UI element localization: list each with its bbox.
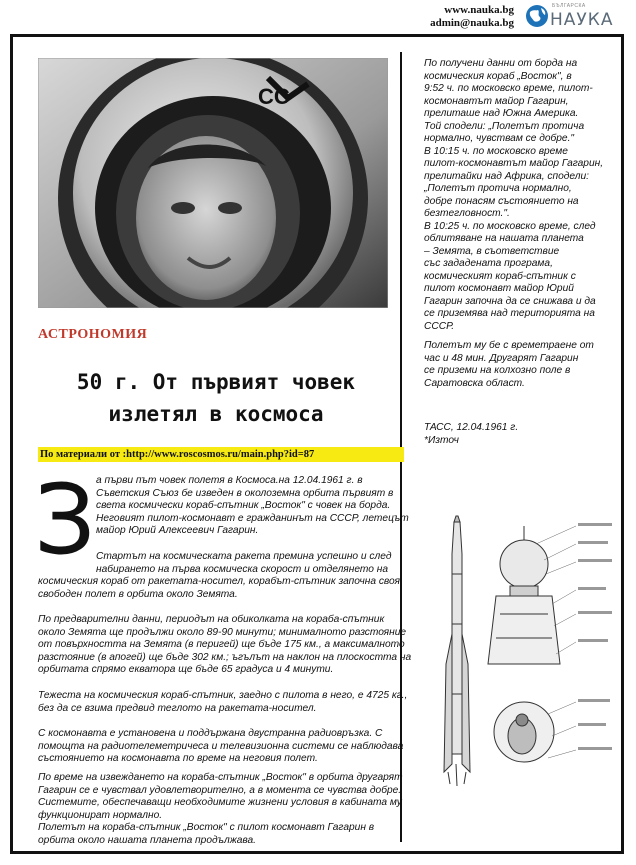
text-line: Саратовска област. <box>424 377 525 389</box>
text-line: пилот космонавт майор Юрий <box>424 283 574 294</box>
text-line: прелитайки над Африка, сподели: <box>424 170 589 182</box>
source-label: По материали от <box>40 449 120 460</box>
source-agency: ТАСС, 12.04.1961 г. <box>424 422 519 433</box>
text-line: – Земята, в съответствие <box>424 245 560 257</box>
text-line: облитяване на нашата планета <box>424 233 584 244</box>
paragraph-launch <box>96 551 391 576</box>
title-line: 50 г. От първият човек <box>76 370 356 394</box>
text-line: помощта на радиотелеметричеса и телевизионна системи се наблюдава <box>38 740 404 752</box>
site-contacts <box>430 4 514 30</box>
text-line: СССР. <box>424 320 455 332</box>
text-line: Гагарин се е чувствал удовлетворително, а в момента се чувства добре. <box>38 784 402 796</box>
text-line: орбита около нашата планета продължава. <box>38 834 256 846</box>
text-line: нормално, чувствам се добре." <box>424 133 575 144</box>
text-line: Полетът на кораба-спътник „Восток" с пилот космонавт Гагарин в <box>38 822 375 833</box>
text-line: Системите, обеспечаващи необходимите жизнени условия в кабината му <box>38 797 402 808</box>
paragraph-radio <box>38 728 403 766</box>
text-line: света космически кораб-спътник „Восток" с човек на борда. <box>96 500 391 511</box>
section-label: АСТРОНОМИЯ <box>38 327 148 342</box>
text-line: без да се взима предвид теглото на ракетата-носител. <box>38 702 317 714</box>
text-line: от повърхността на Земята (в перигей) ще бъде 175 км., а максималното <box>38 639 405 650</box>
nauka-logo[interactable] <box>524 2 614 32</box>
text-line: разстояние (в апогей) ще бъде 302 км.; ъгълът на наклон на плоскостта на <box>38 651 412 663</box>
title-line: излетял в космоса <box>108 402 324 426</box>
text-line: Полетът му бе с времетраене от <box>424 340 594 351</box>
text-line: състоянието на космонавта по време на неговия полет. <box>38 753 318 764</box>
drop-cap: З <box>34 464 96 576</box>
text-line: орбитата спрямо екватора ще бъде 65 градуса и 4 минути. <box>38 664 334 675</box>
text-line: В 10:25 ч. по московско време, след <box>424 220 596 232</box>
logo-wordmark: НАУКА <box>550 10 614 30</box>
text-line: космонавтът майор Гагарин, <box>424 95 569 107</box>
cosmonaut-photo <box>38 58 388 308</box>
text-line: Съветския Съюз бе изведен в околоземна орбита първият в <box>96 487 394 499</box>
article-title <box>36 366 396 430</box>
right-column-landing <box>424 340 594 390</box>
text-line: а първи път човек полетя в Космоса.на 12.04.1961 г. в <box>96 475 363 486</box>
paragraph-launch-cont <box>38 576 400 601</box>
text-line: 9:52 ч. по московско време, пилот- <box>424 83 593 94</box>
text-line: час и 48 мин. Другарят Гагарин <box>424 352 579 364</box>
text-line: „Полетът протича нормално, <box>424 183 572 194</box>
callout-text-marks <box>578 523 612 750</box>
text-line: космическият кораб-спътник с <box>424 270 576 282</box>
text-line: Неговият пилот-космонавт е гражданинът на СССР, летецът <box>96 512 409 524</box>
text-line: В 10:15 ч. по московско време <box>424 145 568 157</box>
text-line: По предварителни данни, периодът на обиколката на кораба-спътник <box>38 614 385 625</box>
paragraph-orbit <box>38 614 411 677</box>
text-line: безтегловност.". <box>424 208 510 219</box>
globe-logo-icon <box>524 2 550 30</box>
text-line: космическия кораб от ракетата-носител, корабът-спътник започна своя <box>38 576 400 587</box>
right-column-reports <box>424 58 603 333</box>
text-line: По получени данни от борда на <box>424 58 578 69</box>
text-line: се приземи на колхозно поле в <box>424 365 571 376</box>
spacecraft-drawing <box>488 526 560 762</box>
text-line: прелиташе над Южна Америка. <box>424 108 579 119</box>
text-line: Стартът на космическата ракета премина успешно и след <box>96 551 392 562</box>
text-line: свободен полет в орбита около Земята. <box>38 588 238 600</box>
text-line: функционират нормално. <box>38 809 163 821</box>
text-line: С космонавта е установена и поддържана двустранна радиовръзка. С <box>38 728 383 739</box>
vostok-rocket-diagram <box>436 514 616 794</box>
text-line: добре понасям състоянието на <box>424 195 579 207</box>
text-line: пилот-космонавтът майор Гагарин, <box>424 158 604 169</box>
text-line: майор Юрий Алексеевич Гагарин. <box>96 525 259 536</box>
text-line: Той сподели: „Полетът протича <box>424 120 585 132</box>
text-line: По време на извеждането на кораба-спътник „Восток" в орбита другарят <box>38 772 403 783</box>
text-line: Тежеста на космическия кораб-спътник, заедно с пилота в него, е 4725 кг., <box>38 690 408 701</box>
text-line: космическия кораб „Восток", в <box>424 70 572 82</box>
website-url[interactable]: www.nauka.bg <box>444 4 514 16</box>
text-line: около Земята ще продължи около 89-90 минути; минималното разстояние <box>38 626 407 638</box>
logo-tagline: БЪЛГАРСКА <box>552 3 586 9</box>
text-line: Гагарин започна да се снижава и да <box>424 295 596 307</box>
paragraph-mass <box>38 690 407 715</box>
text-line: със зададената програма, <box>424 258 553 269</box>
rocket-drawing <box>444 516 470 786</box>
text-line: се приземява над територията на <box>424 308 595 319</box>
contact-email[interactable]: admin@nauka.bg <box>430 17 514 29</box>
intro-paragraph <box>96 475 409 538</box>
paragraph-status <box>38 772 403 847</box>
text-line: набирането на първа космическа скорост и отделянето на <box>96 563 389 575</box>
source-note: *Източ <box>424 435 459 446</box>
svg-text:СС: СС <box>258 84 290 109</box>
source-bar <box>38 447 404 462</box>
source-link[interactable]: :http://www.roscosmos.ru/main.php?id=87 <box>122 449 315 460</box>
